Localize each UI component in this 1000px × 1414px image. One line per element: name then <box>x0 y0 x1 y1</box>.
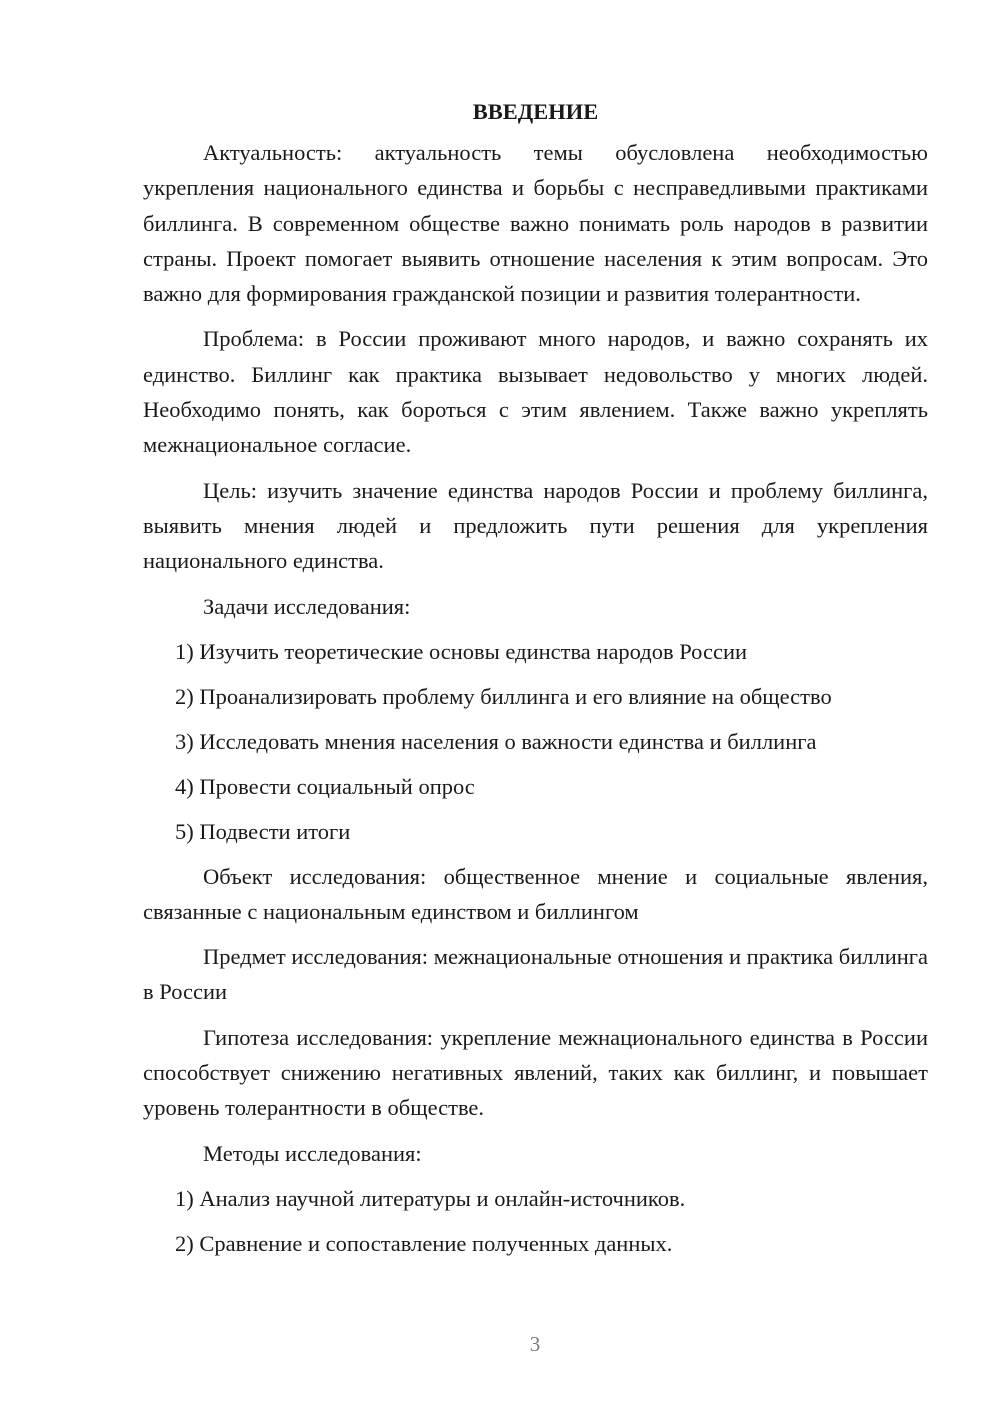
relevance-paragraph: Актуальность: актуальность темы обусловлена необходимостью укрепления национального единства и борьбы с несправедливыми практиками биллинга. В современном обществе важно понимать роль народов в развитии страны. Проект помогает выявить отношение населения к этим вопросам. Это важно для формирования гражданской позиции и развития толерантности. <box>143 140 928 307</box>
list-item: 2) Проанализировать проблему биллинга и его влияние на общество <box>175 683 832 709</box>
tasks-heading: Задачи исследования: <box>203 593 411 619</box>
object-paragraph: Объект исследования: общественное мнение и социальные явления, связанные с национальным единством и биллингом <box>143 863 928 924</box>
list-item: 1) Изучить теоретические основы единства народов России <box>175 638 748 664</box>
goal-paragraph: Цель: изучить значение единства народов России и проблему биллинга, выявить мнения людей и предложить пути решения для укрепления национального единства. <box>143 477 928 574</box>
list-item: 3) Исследовать мнения населения о важности единства и биллинга <box>175 728 817 754</box>
methods-heading: Методы исследования: <box>203 1140 422 1166</box>
problem-paragraph: Проблема: в России проживают много народов, и важно сохранять их единство. Биллинг как практика вызывает недовольство у многих людей. Необходимо понять, как бороться с этим явлением. Также важно укреплять межнациональное согласие. <box>143 326 928 458</box>
subject-paragraph: Предмет исследования: межнациональные отношения и практика биллинга в России <box>143 944 928 1005</box>
list-item: 4) Провести социальный опрос <box>175 773 475 799</box>
list-item: 5) Подвести итоги <box>175 818 351 844</box>
page-number: 3 <box>529 1332 541 1356</box>
list-item: 2) Сравнение и сопоставление полученных данных. <box>175 1230 673 1256</box>
tasks-list <box>143 634 928 849</box>
section-heading: ВВЕДЕНИЕ <box>472 99 599 124</box>
document-page <box>143 95 928 1271</box>
list-item: 1) Анализ научной литературы и онлайн-источников. <box>175 1185 686 1211</box>
hypothesis-paragraph: Гипотеза исследования: укрепление межнационального единства в России способствует снижению негативных явлений, таких как биллинг, и повышает уровень толерантности в обществе. <box>143 1024 928 1121</box>
methods-list <box>143 1181 928 1261</box>
